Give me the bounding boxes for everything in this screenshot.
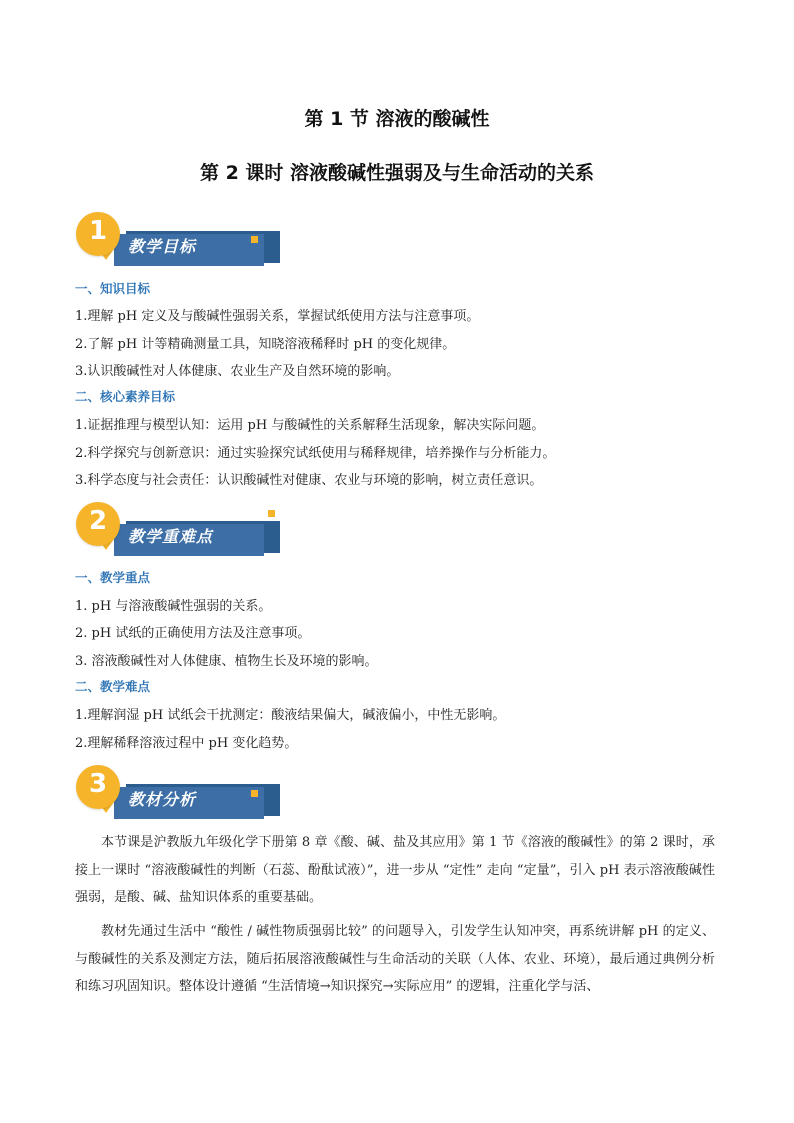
paragraph: 教材先通过生活中 “酸性 / 碱性物质强弱比较” 的问题导入，引发学生认知冲突，再系统讲解 pH 的定义、与酸碱性的关系及测定方法，随后拓展溶液酸碱性与生命活动的关联（人体、农业、环境），最后通过典例分析和练习巩固知识。整体设计遵循 “生活情境→知识探究→实际应用” 的逻辑，注重化学与活、 (75, 924, 715, 994)
section-label: 教学目标 (128, 237, 197, 256)
list-item: 1.理解润湿 pH 试纸会干扰测定：酸液结果偏大，碱液偏小，中性无影响。 (75, 708, 506, 723)
list-item: 2.了解 pH 计等精确测量工具，知晓溶液稀释时 pH 的变化规律。 (75, 337, 456, 352)
paragraph: 本节课是沪教版九年级化学下册第 8 章《酸、碱、盐及其应用》第 1 节《溶液的酸碱性》的第 2 课时，承接上一课时 “溶液酸碱性的判断（石蕊、酚酞试液）”，进一步从 “定性” 走向 “定量”，引入 pH 表示溶液酸碱性强弱，是酸、碱、盐知识体系的重要基础。 (75, 835, 715, 905)
badge-number-circle: 1 (76, 212, 120, 256)
list-item: 3. 溶液酸碱性对人体健康、植物生长及环境的影响。 (75, 654, 378, 669)
section-label: 教材分析 (128, 790, 197, 809)
list-item: 1.证据推理与模型认知：运用 pH 与酸碱性的关系解释生活现象，解决实际问题。 (75, 418, 545, 433)
list-item: 3.认识酸碱性对人体健康、农业生产及自然环境的影响。 (75, 364, 400, 379)
page-subtitle: 第 2 课时 溶液酸碱性强弱及与生命活动的关系 (199, 162, 595, 184)
decor-square (268, 510, 275, 517)
decor-square (251, 236, 258, 243)
badge-number-circle: 2 (76, 502, 120, 546)
section-heading: 一、教学重点 (75, 570, 151, 585)
page-title: 第 1 节 溶液的酸碱性 (304, 108, 490, 130)
section-badge-2 (76, 502, 276, 568)
list-item: 1.理解 pH 定义及与酸碱性强弱关系，掌握试纸使用方法与注意事项。 (75, 309, 480, 324)
section-heading: 二、教学难点 (75, 679, 151, 694)
decor-square (251, 790, 258, 797)
badge-number-circle: 3 (76, 765, 120, 809)
section-badge-1 (76, 212, 276, 278)
list-item: 1. pH 与溶液酸碱性强弱的关系。 (75, 599, 272, 614)
list-item: 2.科学探究与创新意识：通过实验探究试纸使用与稀释规律，培养操作与分析能力。 (75, 446, 556, 461)
section-heading: 二、核心素养目标 (75, 389, 176, 404)
section-label: 教学重难点 (128, 527, 214, 546)
list-item: 3.科学态度与社会责任：认识酸碱性对健康、农业与环境的影响，树立责任意识。 (75, 473, 543, 488)
list-item: 2. pH 试纸的正确使用方法及注意事项。 (75, 626, 311, 641)
section-heading: 一、知识目标 (75, 281, 151, 296)
section-badge-3 (76, 765, 276, 831)
list-item: 2.理解稀释溶液过程中 pH 变化趋势。 (75, 736, 298, 751)
